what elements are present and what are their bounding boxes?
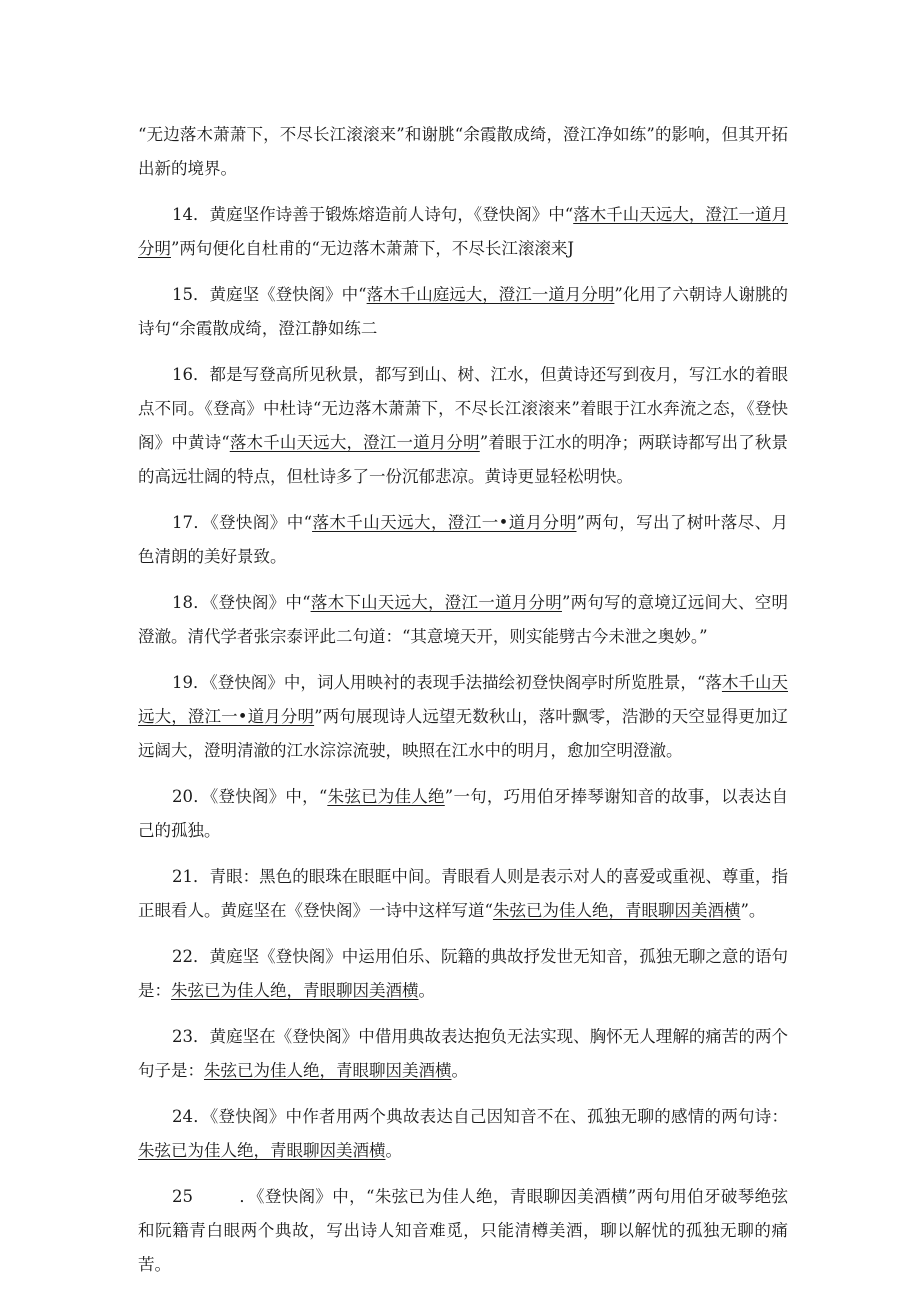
paragraph-item-20	[138, 780, 788, 848]
underlined-answer: 落木下山天远大，澄江一道月分明	[310, 593, 562, 612]
text-segment: ”两句展现诗人远望无数秋山，落叶飘零，浩渺的天空显得更加辽远阔大，澄明清澈的江水淙淙流驶，映照在江水中的明月，愈加空明澄澈。	[138, 707, 789, 760]
paragraph-item-16	[138, 358, 788, 494]
underlined-answer: 朱弦已为佳人绝，青眼聊因美酒横	[171, 981, 419, 1000]
underlined-answer: 朱弦已为佳人绝，青眼聊因美酒横	[204, 1061, 452, 1080]
underlined-answer: 落木千山庭远大，澄江一道月分明	[366, 285, 615, 304]
text-segment: 20．《登快阁》中，“	[172, 787, 328, 806]
text-segment: 23．黄庭坚在《登快阁》中借用典故表达抱负无法实现、胸怀无人理解的痛苦的两个句子是：	[138, 1027, 788, 1080]
text-segment: ”化用了六朝诗人谢朓的诗句“余霞散成绮，澄江静如练二	[138, 285, 789, 338]
text-segment: ”一句，巧用伯牙捧琴谢知音的故事，以表达自己的孤独。	[138, 787, 788, 840]
text-segment: ”两句，写出了树叶落尽、月色清朗的美好景致。	[138, 513, 789, 566]
text-segment: ”着眼于江水的明净；两联诗都写出了秋景的高远壮阔的特点，但杜诗多了一份沉郁悲凉。黄诗更显轻松明快。	[138, 433, 789, 486]
text-segment: 。	[385, 1141, 402, 1160]
paragraph-item-25	[138, 1180, 788, 1282]
text-segment: 18．《登快阁》中“	[172, 593, 311, 612]
paragraph-item-14	[138, 198, 788, 266]
paragraph-continuation	[138, 118, 788, 186]
text-segment: 。	[451, 1061, 468, 1080]
underlined-answer: 朱弦已为佳人绝，青眼聊因美酒横	[492, 901, 741, 920]
text-segment: 22．黄庭坚《登快阁》中运用伯乐、阮籍的典故抒发世无知音，孤独无聊之意的语句是：	[138, 947, 788, 1000]
paragraph-item-22	[138, 940, 788, 1008]
underlined-answer: 朱弦已为佳人绝，青眼聊因美酒横	[138, 1141, 386, 1160]
text-segment: 14．黄庭坚作诗善于锻炼熔造前人诗句，《登快阁》中“	[172, 205, 574, 224]
text-segment: “无边落木萧萧下，不尽长江滚滚来”和谢朓“余霞散成绮，澄江净如练”的影响，但其开拓出新的境界。	[138, 125, 788, 178]
text-segment: 25	[172, 1187, 193, 1206]
paragraph-item-23	[138, 1020, 788, 1088]
document-page	[138, 118, 788, 1294]
paragraph-item-19	[138, 666, 788, 768]
paragraph-item-15	[138, 278, 788, 346]
text-segment: 17．《登快阁》中“	[172, 513, 313, 532]
underlined-answer: 落木千山天远大，澄江一道月分明	[138, 205, 789, 258]
text-segment: 24．《登快阁》中作者用两个典故表达自己因知音不在、孤独无聊的感情的两句诗：	[172, 1107, 788, 1126]
text-segment: 16．都是写登高所见秋景，都写到山、树、江水，但黄诗还写到夜月，写江水的着眼点不同。《登高》中杜诗“无边落木萧萧下，不尽长江滚滚来”着眼于江水奔流之态，《登快阁》中黄诗“	[138, 365, 788, 452]
text-segment: 。	[418, 981, 435, 1000]
underlined-answer: 木千山天远大，澄江一•道月分明	[138, 673, 789, 726]
paragraph-item-18	[138, 586, 788, 654]
underlined-answer: 落木千山天远大，澄江一道月分明	[229, 433, 480, 452]
text-segment: 21．青眼：黑色的眼珠在眼眶中间。青眼看人则是表示对人的喜爱或重视、尊重，指正眼看人。黄庭坚在《登快阁》一诗中这样写道“	[138, 867, 788, 920]
text-segment: 19．《登快阁》中，词人用映衬的表现手法描绘初登快阁亭时所览胜景，“落	[172, 673, 722, 692]
text-segment: ”两句便化自杜甫的“无边落木萧萧下，不尽长江滚滚来J	[171, 239, 574, 258]
paragraph-item-17	[138, 506, 788, 574]
text-segment: ．《登快阁》中，“朱弦已为佳人绝，青眼聊因美酒横”两句用伯牙破琴绝弦和阮籍青白眼两个典故，写出诗人知音难觅，只能清樽美酒，聊以解忧的孤独无聊的痛苦。	[138, 1187, 788, 1274]
underlined-answer: 落木千山天远大，澄江一•道月分明	[312, 513, 577, 532]
paragraph-item-24	[138, 1100, 788, 1168]
paragraph-item-21	[138, 860, 788, 928]
text-segment: ”。	[740, 901, 766, 920]
text-segment: 15．黄庭坚《登快阁》中“	[172, 285, 367, 304]
underlined-answer: 朱弦已为佳人绝	[327, 787, 445, 806]
text-segment: ”两句写的意境辽远间大、空明澄澈。清代学者张宗泰评此二句道：“其意境天开，则实能劈古今未泄之奥妙。”	[138, 593, 789, 646]
